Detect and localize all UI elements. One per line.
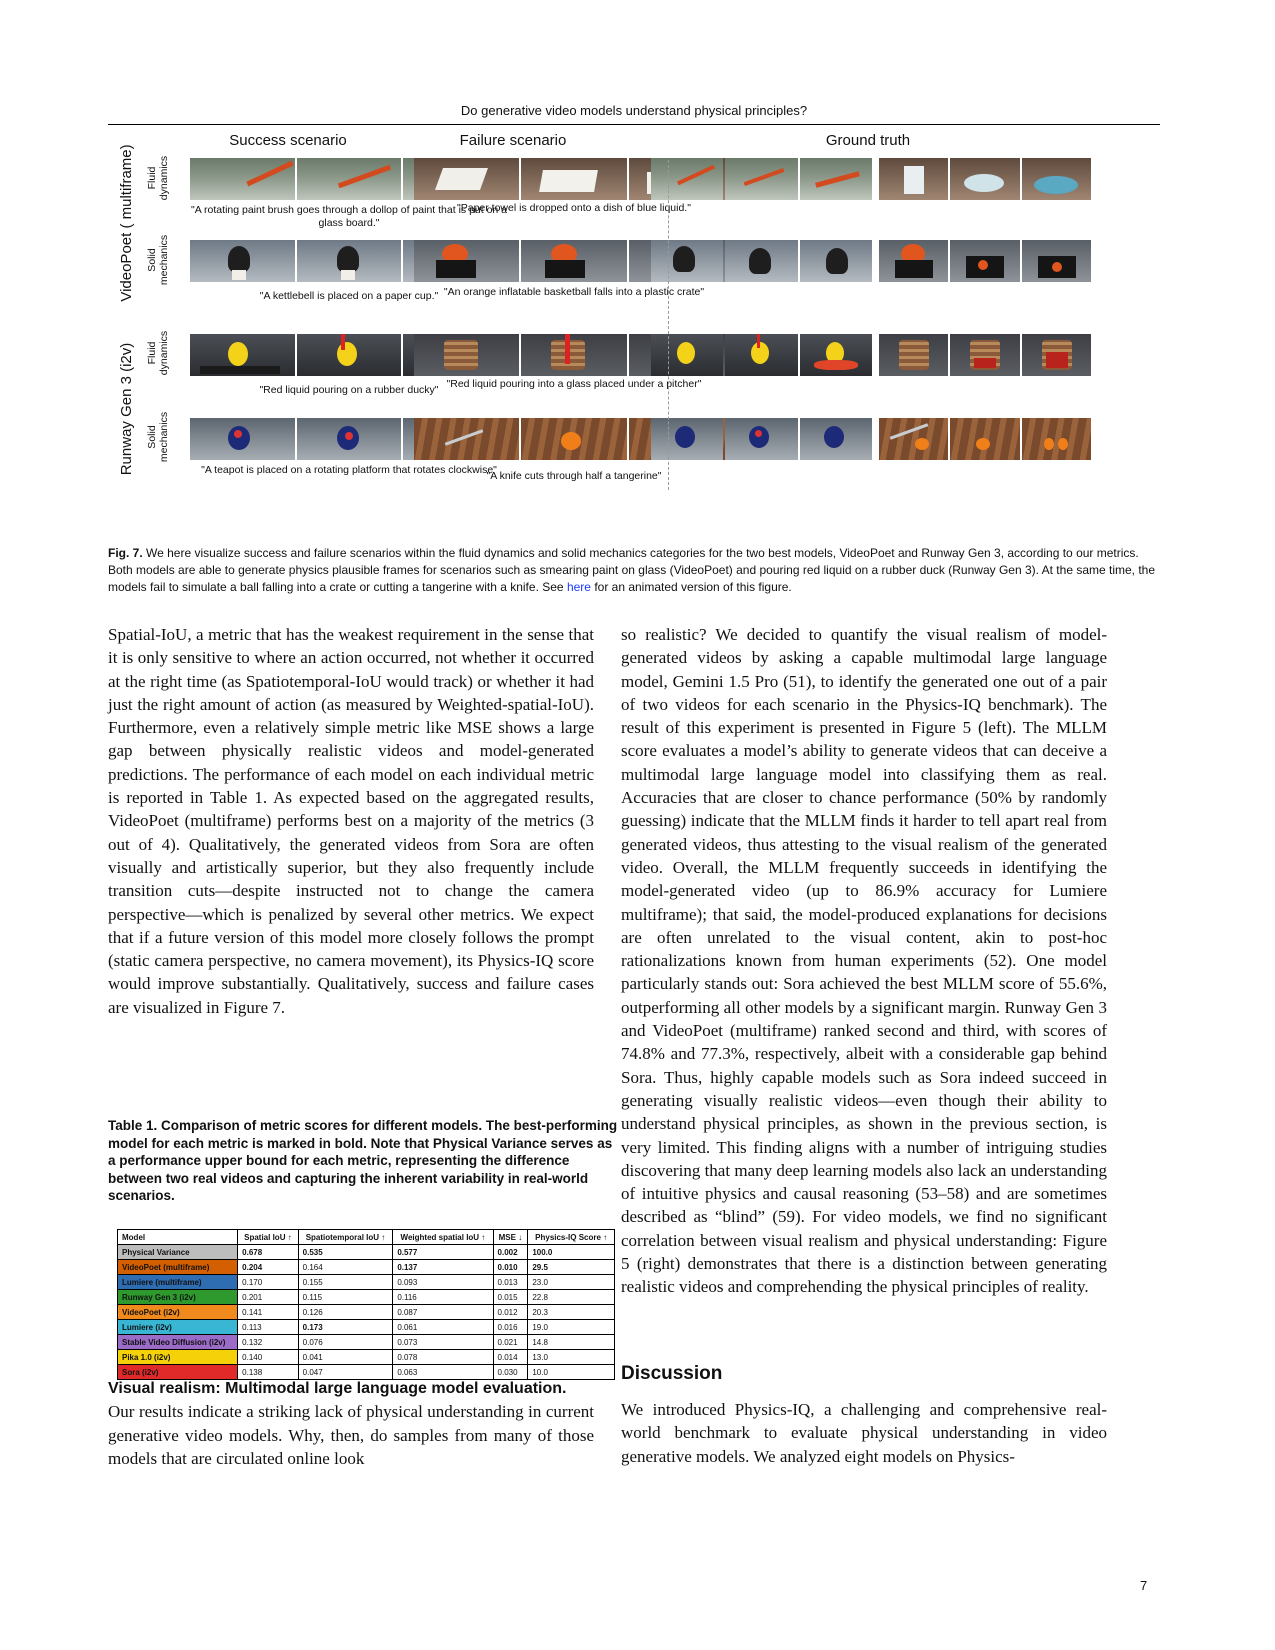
model-cell: Sora (i2v) (118, 1365, 238, 1380)
sublabel-rw-solid: Solid mechanics (146, 411, 170, 463)
figure-caption-text: We here visualize success and failure scenarios within the fluid dynamics and solid mechanics categories for the two best models, VideoPoet and Runway Gen 3, according to our metrics. Both models are able to generate physics plausible frames for scenarios such as smearing paint on glass (VideoPoet) and pouring red liquid on a rubber duck (Runway Gen 3). At the same time, the models fail to simulate a ball falling into a crate or cutting a tangerine with a knife. See (108, 546, 1156, 594)
metric-cell: 0.073 (393, 1335, 493, 1350)
video-frame (800, 158, 872, 200)
table-row (118, 1290, 615, 1305)
video-frame (190, 334, 295, 376)
right-column-paragraph-1 (621, 623, 1107, 1299)
metric-cell: 0.010 (493, 1260, 528, 1275)
table-row (118, 1305, 615, 1320)
video-frame (521, 418, 626, 460)
metric-cell: 0.132 (238, 1335, 298, 1350)
header-spatiotemporal-iou: Spatiotemporal IoU ↑ (298, 1230, 393, 1245)
metric-cell: 0.015 (493, 1290, 528, 1305)
metric-cell: 0.014 (493, 1350, 528, 1365)
header-weighted-spatial-iou: Weighted spatial IoU ↑ (393, 1230, 493, 1245)
body-paragraph: Our results indicate a striking lack of physical understanding in current generative video models. Why, then, do samples from many of those models that are circulated online look (108, 1402, 594, 1468)
video-frame (190, 240, 295, 282)
metric-cell: 0.116 (393, 1290, 493, 1305)
caption-vp-solid-failure: "An orange inflatable basketball falls into a plastic crate" (443, 286, 705, 298)
table-row (118, 1320, 615, 1335)
video-frame (414, 418, 519, 460)
header-spatial-iou: Spatial IoU ↑ (238, 1230, 298, 1245)
table-row (118, 1245, 615, 1260)
metric-cell: 0.126 (298, 1305, 393, 1320)
metric-cell: 0.141 (238, 1305, 298, 1320)
metric-cell: 0.173 (298, 1320, 393, 1335)
sublabel-rw-fluid: Fluid dynamics (146, 330, 170, 376)
metric-cell: 0.047 (298, 1365, 393, 1380)
metric-cell: 10.0 (528, 1365, 615, 1380)
video-frame (950, 418, 1019, 460)
caption-vp-fluid-failure: "Paper towel is dropped onto a dish of blue liquid." (457, 202, 691, 214)
video-frame (651, 334, 723, 376)
video-frame (651, 418, 723, 460)
col-header-success: Success scenario (229, 132, 347, 149)
video-frame (297, 240, 402, 282)
sublabel-vp-solid: Solid mechanics (146, 234, 170, 286)
frames-gt-vp-fluid-a (651, 158, 872, 200)
header-physics-iq: Physics-IQ Score ↑ (528, 1230, 615, 1245)
video-frame (725, 418, 797, 460)
metric-cell: 0.012 (493, 1305, 528, 1320)
body-paragraph: We introduced Physics-IQ, a challenging and comprehensive real-world benchmark to evaluate physical understanding in video generative models. We analyzed eight models on Physics- (621, 1400, 1107, 1466)
video-frame (521, 334, 626, 376)
video-frame (879, 334, 948, 376)
figure-label: Fig. 7. (108, 546, 143, 560)
metric-cell: 0.076 (298, 1335, 393, 1350)
header-rule (108, 124, 1160, 125)
metric-cell: 0.087 (393, 1305, 493, 1320)
video-frame (1022, 240, 1091, 282)
left-column-paragraph-1 (108, 623, 594, 1019)
metric-cell: 0.078 (393, 1350, 493, 1365)
metric-cell: 0.021 (493, 1335, 528, 1350)
caption-vp-fluid-success: "A rotating paint brush goes through a dollop of paint that is put on a glass board." (190, 204, 508, 229)
video-frame (297, 158, 402, 200)
caption-vp-solid-success: "A kettlebell is placed on a paper cup." (259, 290, 439, 302)
discussion-heading: Discussion (621, 1363, 723, 1384)
metric-cell: 0.137 (393, 1260, 493, 1275)
table-header-row (118, 1230, 615, 1245)
metric-cell: 0.041 (298, 1350, 393, 1365)
video-frame (651, 158, 723, 200)
video-frame (297, 418, 402, 460)
right-column-paragraph-2 (621, 1398, 1107, 1468)
model-cell: Physical Variance (118, 1245, 238, 1260)
figure-caption-link[interactable]: here (566, 580, 591, 594)
metric-cell: 0.030 (493, 1365, 528, 1380)
metric-cell: 29.5 (528, 1260, 615, 1275)
video-frame (190, 418, 295, 460)
row-group-videopoet: VideoPoet ( multiframe) (118, 144, 135, 302)
video-frame (725, 334, 797, 376)
frames-gt-rw-fluid-b (879, 334, 1091, 376)
video-frame (879, 240, 948, 282)
metric-cell: 22.8 (528, 1290, 615, 1305)
model-cell: Lumiere (multiframe) (118, 1275, 238, 1290)
figure-caption-text-after: for an animated version of this figure. (594, 580, 792, 594)
table-row (118, 1350, 615, 1365)
metric-cell: 23.0 (528, 1275, 615, 1290)
video-frame (1022, 418, 1091, 460)
metric-cell: 0.678 (238, 1245, 298, 1260)
model-cell: Pika 1.0 (i2v) (118, 1350, 238, 1365)
metric-cell: 0.063 (393, 1365, 493, 1380)
frames-gt-vp-solid-b (879, 240, 1091, 282)
metric-cell: 0.138 (238, 1365, 298, 1380)
video-frame (950, 158, 1019, 200)
video-frame (950, 240, 1019, 282)
frames-gt-vp-fluid-b (879, 158, 1091, 200)
metric-cell: 0.170 (238, 1275, 298, 1290)
section-paragraph (108, 1376, 594, 1400)
results-table (117, 1229, 615, 1380)
col-header-ground-truth: Ground truth (825, 132, 911, 149)
video-frame (1022, 158, 1091, 200)
model-cell: Runway Gen 3 (i2v) (118, 1290, 238, 1305)
video-frame (725, 240, 797, 282)
body-paragraph: so realistic? We decided to quantify the visual realism of model-generated videos by asking a capable multimodal large language model, Gemini 1.5 Pro (51), to identify the generated one out of a pair of two videos for each scenario in the Physics-IQ benchmark). The result of this experiment is presented in Figure 5 (left). The MLLM score evaluates a model’s ability to generate videos that can deceive a multimodal large language model into classifying them as real. Accuracies that are closer to chance performance (50% by randomly guessing) indicate that the MLLM finds it harder to tell apart real from generated videos, thus attesting to the visual realism of the generated video. Overall, the MLLM frequently succeeds in identifying the model-generated video (up to 86.9% accuracy for Lumiere multiframe); that said, the model-produced explanations for decisions are often unrelated to the visual content, akin to post-hoc rationalizations known from human experiments (52). One model particularly stands out: Sora achieved the best MLLM score of 55.6%, outperforming all other models by a significant margin. Runway Gen 3 and VideoPoet (multiframe) ranked second and third, with scores of 74.8% and 77.3%, respectively, albeit with a considerable gap behind Sora. Thus, highly capable models such as Sora indeed succeed in generating visually realistic videos—even though their ability to understand physical principles, as shown in the previous section, is very limited. This finding aligns with a number of intriguing studies discovering that many deep learning models also lack an understanding of intuitive physics and causal reasoning (53–58) and are sometimes described as “blind” (59). For video models, we find no significant correlation between visual realism and physical understanding: Figure 5 (right) demonstrates that there is a distinction between generating realistic videos and comprehending the physical principles of reality. (621, 625, 1107, 1297)
metric-cell: 14.8 (528, 1335, 615, 1350)
video-frame (414, 240, 519, 282)
video-frame (800, 418, 872, 460)
metric-cell: 0.013 (493, 1275, 528, 1290)
metric-cell: 0.535 (298, 1245, 393, 1260)
video-frame (950, 334, 1019, 376)
model-cell: Stable Video Diffusion (i2v) (118, 1335, 238, 1350)
metric-cell: 0.115 (298, 1290, 393, 1305)
metric-cell: 13.0 (528, 1350, 615, 1365)
metric-cell: 0.155 (298, 1275, 393, 1290)
metric-cell: 0.140 (238, 1350, 298, 1365)
header-mse: MSE ↓ (493, 1230, 528, 1245)
running-head: Do generative video models understand physical principles? (460, 103, 808, 118)
table-caption: Table 1. Comparison of metric scores for different models. The best-performing model for each metric is marked in bold. Note that Physical Variance serves as a performance upper bound for each metric, representing the difference between two real videos and capturing the inherent variability in real-world scenarios. (108, 1118, 618, 1203)
metric-cell: 0.061 (393, 1320, 493, 1335)
frames-gt-rw-fluid-a (651, 334, 872, 376)
video-frame (414, 158, 519, 200)
metric-cell: 0.113 (238, 1320, 298, 1335)
caption-rw-solid-success: "A teapot is placed on a rotating platform that rotates clockwise" (201, 464, 497, 476)
figure-separator (668, 160, 669, 490)
col-header-failure: Failure scenario (459, 132, 567, 149)
table-row (118, 1275, 615, 1290)
video-frame (521, 240, 626, 282)
video-frame (414, 334, 519, 376)
frames-gt-rw-solid-b (879, 418, 1091, 460)
frames-gt-rw-solid-a (651, 418, 872, 460)
video-frame (651, 240, 723, 282)
video-frame (879, 158, 948, 200)
table-row (118, 1335, 615, 1350)
sublabel-vp-fluid: Fluid dynamics (146, 155, 170, 201)
table-row (118, 1260, 615, 1275)
visual-realism-heading: Visual realism: Multimodal large language model evaluation. (108, 1380, 567, 1397)
metric-cell: 19.0 (528, 1320, 615, 1335)
video-frame (800, 334, 872, 376)
video-frame (297, 334, 402, 376)
metric-cell: 100.0 (528, 1245, 615, 1260)
visual-realism-section (108, 1376, 594, 1470)
table-body (118, 1245, 615, 1380)
metric-cell: 0.002 (493, 1245, 528, 1260)
metric-cell: 0.093 (393, 1275, 493, 1290)
metric-cell: 0.577 (393, 1245, 493, 1260)
video-frame (190, 158, 295, 200)
metric-cell: 20.3 (528, 1305, 615, 1320)
video-frame (1022, 334, 1091, 376)
figure-7 (108, 130, 1160, 520)
caption-rw-fluid-success: "Red liquid pouring on a rubber ducky" (259, 384, 439, 396)
caption-rw-solid-failure: "A knife cuts through half a tangerine" (486, 470, 662, 482)
metric-cell: 0.016 (493, 1320, 528, 1335)
metric-cell: 0.164 (298, 1260, 393, 1275)
video-frame (800, 240, 872, 282)
model-cell: Lumiere (i2v) (118, 1320, 238, 1335)
video-frame (521, 158, 626, 200)
model-cell: VideoPoet (multiframe) (118, 1260, 238, 1275)
header-model: Model (118, 1230, 238, 1245)
page-number: 7 (1140, 1578, 1148, 1593)
metric-cell: 0.201 (238, 1290, 298, 1305)
video-frame (725, 158, 797, 200)
video-frame (879, 418, 948, 460)
body-paragraph: Spatial-IoU, a metric that has the weakest requirement in the sense that it is only sensitive to where an action occurred, not whether it occurred at the right time (as Spatiotemporal-IoU would track) or whether it had just the right amount of action (as measured by Weighted-spatial-IoU). Furthermore, even a relatively simple metric like MSE shows a large gap between physically realistic videos and model-generated predictions. The performance of each model on each individual metric is reported in Table 1. As expected based on the aggregated results, VideoPoet (multiframe) performs best on a majority of the metrics (3 out of 4). Qualitatively, the generated videos from Sora are often visually and artistically superior, but they also frequently include transition cuts—despite instructed not to change the camera perspective—which is penalized by several other metrics. We expect that if a future version of this model more closely follows the prompt (static camera perspective, no camera movement), its Physics-IQ score would improve substantially. Qualitatively, success and failure cases are visualized in Figure 7. (108, 625, 594, 1017)
figure-caption (108, 545, 1160, 596)
frames-gt-vp-solid-a (651, 240, 872, 282)
metric-cell: 0.204 (238, 1260, 298, 1275)
model-cell: VideoPoet (i2v) (118, 1305, 238, 1320)
row-group-runway: Runway Gen 3 (i2v) (118, 342, 135, 476)
caption-rw-fluid-failure: "Red liquid pouring into a glass placed under a pitcher" (446, 378, 702, 390)
